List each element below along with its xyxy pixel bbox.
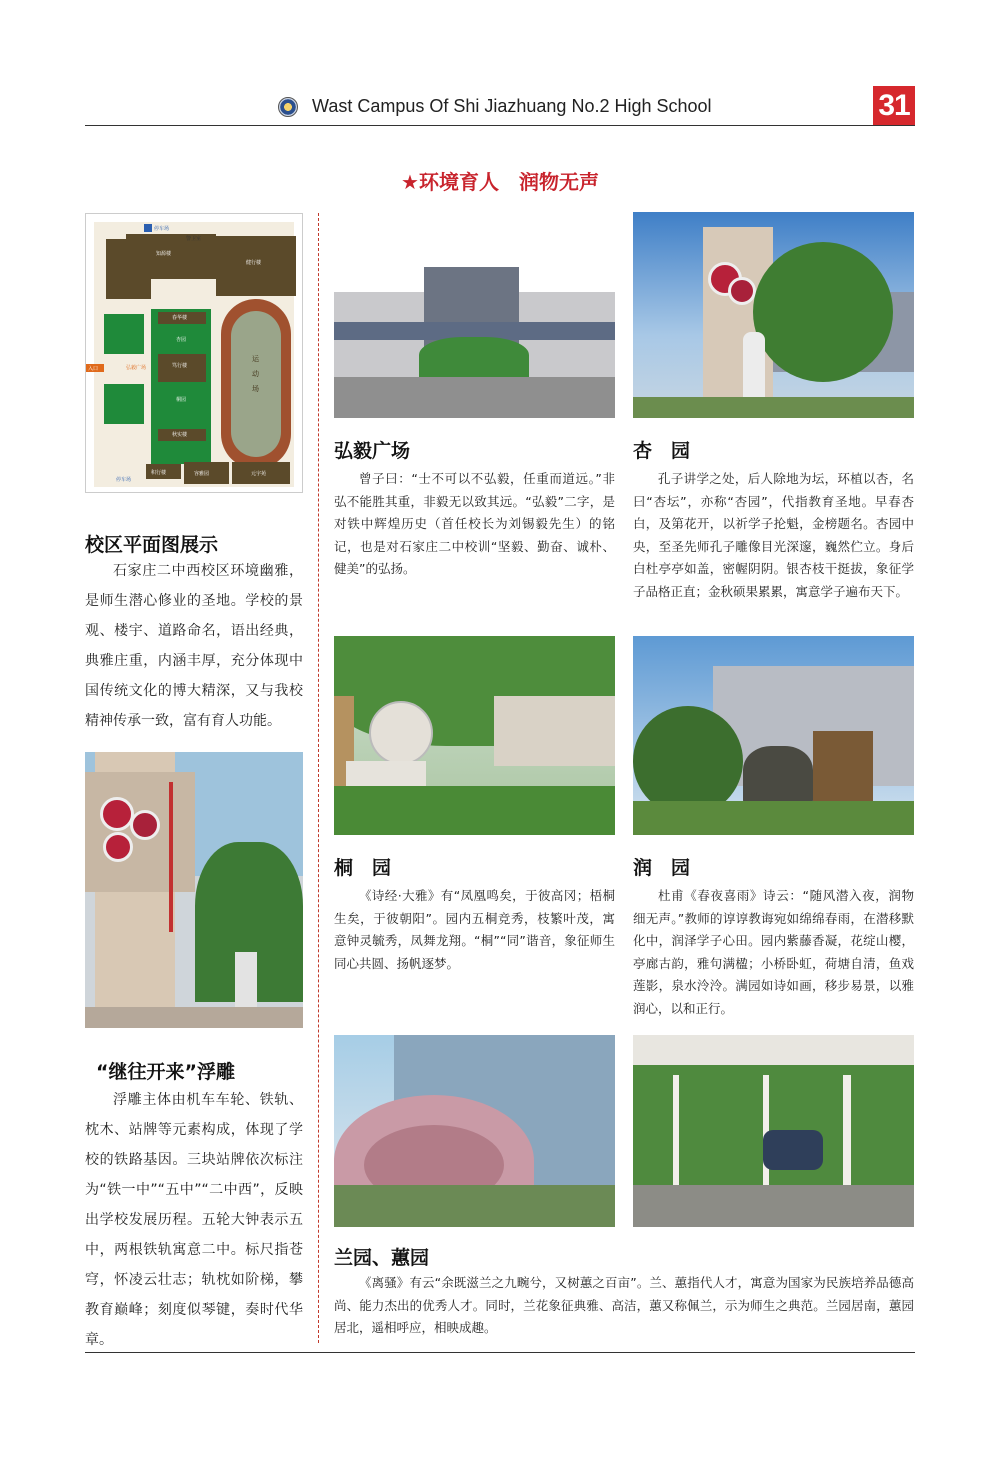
map-label-autumn: 秋实楼: [172, 432, 188, 438]
relief-heading: “继往开来”浮雕: [96, 1061, 235, 1083]
section-title: ★环境育人 润物无声: [401, 170, 599, 194]
hongyi-square-photo: [334, 212, 615, 418]
map-label-security: 警卫室: [186, 236, 202, 242]
header-title: Wast Campus Of Shi Jiazhuang No.2 High School: [312, 96, 712, 116]
xingyuan-heading: 杏 园: [633, 440, 691, 462]
hongyi-heading: 弘毅广场: [334, 440, 411, 462]
tongyuan-heading: 桐 园: [334, 857, 392, 879]
huiyuan-pavilion-photo: [633, 1035, 914, 1227]
tongyuan-body: 《诗经·大雅》有“凤凰鸣矣，于彼高冈；梧桐生矣，于彼朝阳”。园内五桐竞秀，枝繁叶茂，寓意钟灵毓秀，凤舞龙翔。“桐”“同”谐音，象征师生同心共圆、扬帆逐梦。: [334, 888, 615, 971]
runyuan-heading: 润 园: [633, 857, 691, 879]
hongyi-body: 曾子曰：“士不可以不弘毅，任重而道远。”非弘不能胜其重，非毅无以致其远。“弘毅”二字，是对铁中辉煌历史（首任校长为刘锡毅先生）的铭记，也是对石家庄二中校训“坚毅、勤奋、诚朴、健美”的弘扬。: [334, 471, 615, 576]
campus-map-heading: 校区平面图展示: [85, 534, 219, 556]
footer-rule: [85, 1352, 915, 1353]
xingyuan-photo: [633, 212, 914, 418]
map-label-entrance: 入口: [88, 366, 99, 372]
map-label-yuanzi: 元宇苑: [251, 471, 267, 477]
map-label-zhiyuan: 知源楼: [156, 251, 172, 257]
map-label-parking-south: 停车场: [116, 477, 132, 483]
lanyuan-body: 《离骚》有云“余既滋兰之九畹兮，又树蕙之百亩”。兰、蕙指代人才，寓意为国家为民族培养品德高尚、能力杰出的优秀人才。同时，兰花象征典雅、高洁，蕙又称佩兰，示为师生之典范。兰园居南，蕙园居北，遥相呼应，相映成趣。: [334, 1275, 914, 1335]
runyuan-body: 杜甫《春夜喜雨》诗云：“随风潜入夜，润物细无声。”教师的谆谆教诲宛如绵绵春雨，在潜移默化中，润泽学子心田。园内紫藤香凝，花绽山樱，亭廊古韵，雅句满楹；小桥卧虹，荷塘自清，鱼戏莲影，泉水泠泠。满园如诗如画，移步易景，以雅润心，以和正行。: [633, 888, 914, 1016]
map-label-spring: 春华楼: [172, 315, 188, 321]
map-label-jiyao: 积行楼: [151, 470, 167, 476]
map-label-tongyuan: 桐园: [176, 397, 187, 403]
runyuan-photo: [633, 636, 914, 835]
school-logo-icon: [278, 97, 298, 117]
lanyuan-photo: [334, 1035, 615, 1227]
map-label-parking-north: 停车场: [154, 226, 170, 232]
map-label-field-3: 场: [252, 385, 259, 393]
campus-map-body: 石家庄二中西校区环境幽雅，是师生潜心修业的圣地。学校的景观、楼宇、道路命名，语出经典，典雅庄重，内涵丰厚，充分体现中国传统文化的博大精深，又与我校精神传承一致，富有育人功能。: [85, 563, 303, 729]
tongyuan-photo: [334, 636, 615, 835]
map-label-field-2: 动: [252, 370, 259, 378]
header-rule: [85, 125, 915, 126]
map-label-canteen: 容雅园: [194, 471, 210, 477]
map-label-dulou: 笃行楼: [172, 363, 188, 369]
map-label-field-1: 运: [252, 355, 259, 363]
lanyuan-heading: 兰园、蕙园: [334, 1247, 430, 1269]
relief-photo: [85, 752, 303, 1028]
map-label-jianxing: 健行楼: [246, 260, 262, 266]
xingyuan-body: 孔子讲学之处，后人除地为坛，环植以杏，名曰“杏坛”，亦称“杏园”，代指教育圣地。早春杏白，及第花开，以祈学子抡魁，金榜题名。杏园中央，至圣先师孔子雕像目光深邃，巍然伫立。身后白杜亭亭如盖，密幄阴阴。银杏枝干挺拔，象征学子品格正直；金秋硕果累累，寓意学子遍布天下。: [633, 471, 914, 599]
relief-body: 浮雕主体由机车车轮、铁轨、枕木、站牌等元素构成，体现了学校的铁路基因。三块站牌依次标注为“铁一中”“五中”“二中西”，反映出学校发展历程。五轮大钟表示五中，两根铁轨寓意二中。标尺指苍穹，怀凌云壮志；轨枕如阶梯，攀教育巅峰；刻度似琴键，奏时代华章。: [85, 1092, 303, 1348]
page-number-badge: 31: [873, 86, 915, 126]
campus-map: [85, 213, 303, 493]
map-label-hongyi: 弘毅广场: [126, 365, 147, 371]
column-divider: [318, 213, 319, 1343]
map-label-xinyuan: 杏园: [176, 337, 187, 343]
